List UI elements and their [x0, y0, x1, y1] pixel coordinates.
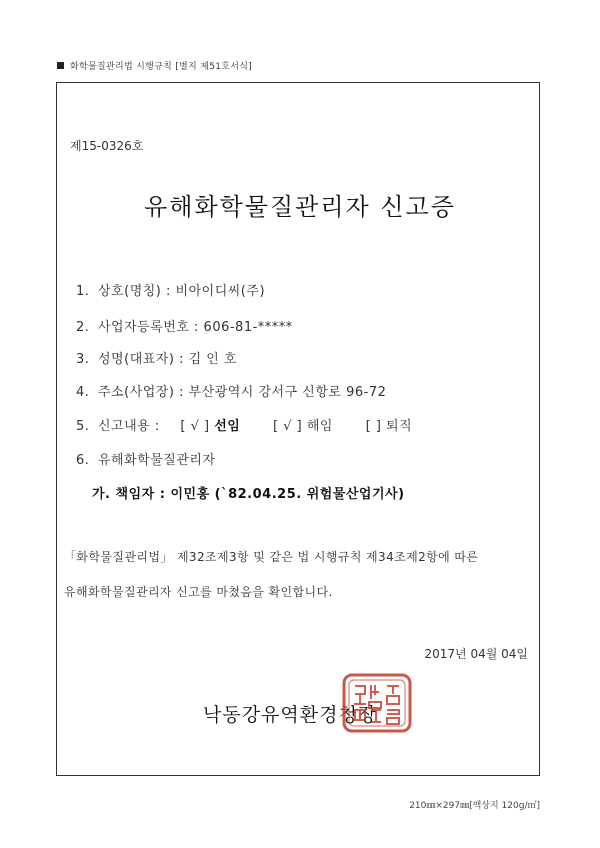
issue-date: 2017년 04월 04일: [424, 647, 528, 661]
responsible-person: 가. 책임자 : 이민홍 (`82.04.25. 위험물산업기사): [92, 487, 405, 502]
item-text: 신고내용 :: [98, 419, 160, 434]
label-dismissal: 해임: [306, 419, 333, 434]
checkbox-retirement: [ ]: [365, 419, 382, 434]
item-representative: [76, 348, 237, 367]
certificate-title: 유해화학물질관리자 신고증: [144, 193, 456, 221]
item-number: 3.: [76, 352, 90, 367]
item-text: 성명(대표자) : 김 인 호: [98, 352, 238, 367]
issuer-name: 낙동강유역환경청장: [203, 704, 378, 726]
item-number: 4.: [76, 385, 90, 400]
item-number: 6.: [76, 453, 90, 468]
form-reference: [57, 59, 252, 72]
statement-line-2: 유해화학물질관리자 신고를 마쳤음을 확인합니다.: [64, 585, 333, 599]
item-business-number: [76, 316, 293, 335]
item-company-name: [76, 280, 265, 299]
item-text: 상호(명칭) : 비아이디씨(주): [98, 284, 266, 299]
item-number: 5.: [76, 419, 90, 434]
item-number: 2.: [76, 320, 90, 335]
item-address: [76, 381, 386, 400]
label-appointment: 선임: [214, 419, 241, 434]
item-manager: [76, 449, 216, 468]
item-text: 사업자등록번호 : 606-81-*****: [98, 320, 293, 335]
form-reference-text: 화학물질관리법 시행규칙 [별지 제51호서식]: [70, 62, 253, 72]
item-text: 주소(사업장) : 부산광역시 강서구 신항로 96-72: [98, 385, 387, 400]
item-number: 1.: [76, 284, 90, 299]
square-bullet-icon: [57, 62, 64, 69]
item-text: 유해화학물질관리자: [98, 453, 216, 468]
official-seal-stamp: [341, 672, 413, 734]
document-number: 제15-0326호: [70, 139, 144, 153]
label-retirement: 퇴직: [386, 419, 413, 434]
statement-line-1: 「화학물질관리법」 제32조제3항 및 같은 법 시행규칙 제34조제2항에 따른: [64, 550, 479, 564]
checkbox-dismissal: [ √ ]: [273, 419, 303, 434]
checkbox-appointment: [ √ ]: [180, 419, 210, 434]
item-report-content: [76, 415, 412, 434]
paper-spec: 210㎜×297㎜[백상지 120g/㎡]: [409, 801, 540, 811]
